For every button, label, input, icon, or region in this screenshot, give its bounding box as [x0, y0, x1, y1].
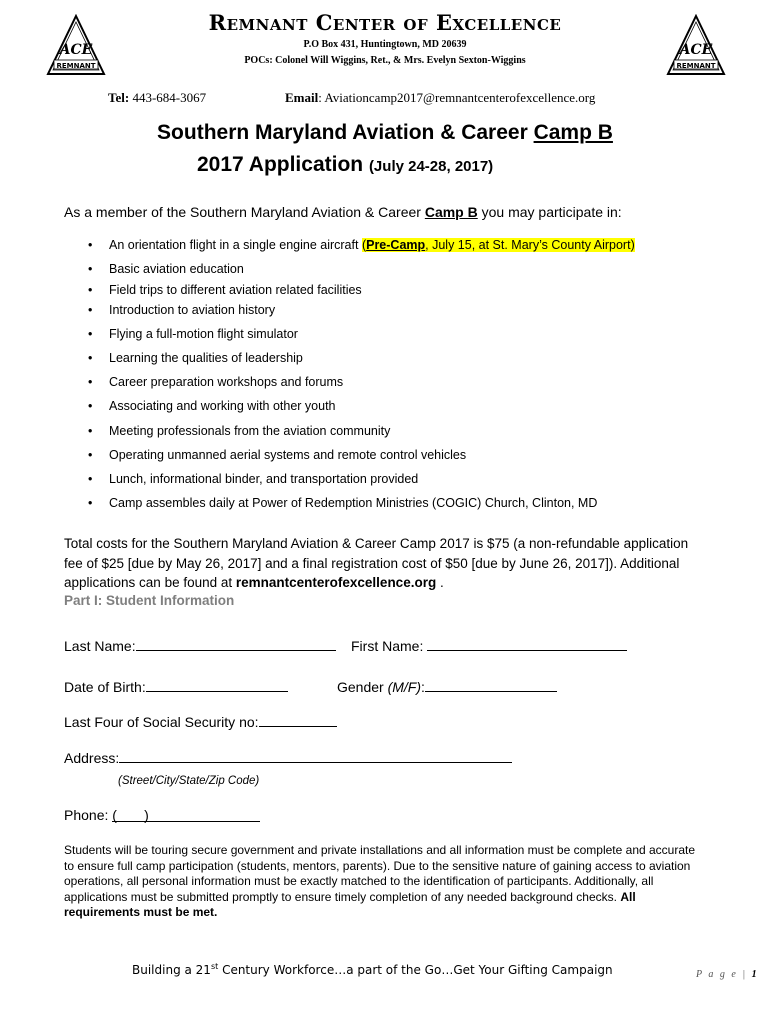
- dob-input[interactable]: [146, 677, 288, 692]
- organization-address: P.O Box 431, Huntingtown, MD 20639: [303, 39, 467, 50]
- pre-camp-highlight: (Pre-Camp, July 15, at St. Mary’s County Airport): [361, 238, 635, 252]
- email-label: Email: [285, 90, 319, 105]
- list-item: • Operating unmanned aerial systems and remote control vehicles: [88, 448, 467, 462]
- dob-label: Date of Birth:: [64, 679, 146, 695]
- camp-b-title: Camp B: [533, 121, 613, 144]
- phone-label: Phone:: [64, 807, 113, 823]
- svg-text:ACE: ACE: [59, 42, 93, 58]
- security-notice: Students will be touring secure government and private installations and all information must be complete and accurate to ensure full camp participation (students, mentors, parents). Due to the sensitive nature of gaining access to aviation operations, all personal information must be exactly matched to the identification of participants. Additionally, all applications must be submitted promptly to ensure timely completion of any needed background checks. All requirements must be met.: [64, 843, 696, 920]
- tel-value: 443-684-3067: [132, 90, 207, 105]
- email-contact: [285, 90, 595, 106]
- footer-slogan: Building a 21st Century Workforce…a part of the Go…Get Your Gifting Campaign: [132, 962, 613, 977]
- ssn-input[interactable]: [259, 712, 337, 727]
- email-value[interactable]: : Aviationcamp2017@remnantcenterofexcellence.org: [318, 90, 596, 105]
- requirements-note: All requirements must be met.: [64, 889, 636, 920]
- first-name-field: [351, 636, 627, 654]
- list-item: • An orientation flight in a single engine aircraft (Pre-Camp, July 15, at St. Mary’s County Airport): [88, 238, 635, 252]
- svg-text:REMNANT: REMNANT: [56, 62, 96, 70]
- tel-label: Tel:: [108, 90, 130, 105]
- last-name-input[interactable]: [136, 636, 336, 651]
- website-link[interactable]: remnantcenterofexcellence.org: [235, 575, 437, 590]
- phone-contact: [108, 90, 206, 106]
- svg-text:REMNANT: REMNANT: [676, 62, 716, 70]
- last-name-label: Last Name:: [64, 638, 136, 654]
- page-number: P a g e | 1: [696, 969, 759, 980]
- camp-dates: (July 24-28, 2017): [368, 158, 494, 175]
- list-item: • Learning the qualities of leadership: [88, 351, 303, 365]
- intro-text: As a member of the Southern Maryland Aviation & Career Camp B you may participate in:: [64, 204, 622, 220]
- first-name-label: First Name:: [351, 638, 428, 654]
- organization-name: Remnant Center of Excellence: [208, 10, 562, 35]
- address-label: Address:: [64, 750, 120, 766]
- costs-paragraph: Total costs for the Southern Maryland Aviation & Career Camp 2017 is $75 (a non-refundable application fee of $25 [due by May 26, 2017] and a final registration cost of $50 [due by June 26, 2017]). Additional applications can be found at remnantcenterofexcellence.org .: [64, 536, 689, 590]
- address-field: [64, 748, 512, 766]
- dob-field: [64, 677, 288, 695]
- svg-text:ACE: ACE: [679, 42, 713, 58]
- first-name-input[interactable]: [427, 636, 627, 651]
- list-item: • Basic aviation education: [88, 262, 244, 276]
- ssn-field: [64, 712, 337, 730]
- list-item: • Field trips to different aviation related facilities: [88, 283, 362, 297]
- last-name-field: [64, 636, 336, 654]
- address-input[interactable]: [119, 748, 512, 763]
- gender-field: [337, 677, 557, 695]
- list-item: • Meeting professionals from the aviation community: [88, 424, 391, 438]
- page-title: Southern Maryland Aviation & Career Camp B: [157, 121, 613, 144]
- address-hint: (Street/City/State/Zip Code): [118, 775, 260, 787]
- list-item: • Associating and working with other youth: [88, 399, 336, 413]
- gender-label: Gender (M/F):: [337, 679, 425, 695]
- section-heading: Part I: Student Information: [64, 593, 235, 608]
- organization-pocs: POCs: Colonel Will Wiggins, Ret., & Mrs. Evelyn Sexton-Wiggins: [244, 55, 526, 66]
- list-item: • Camp assembles daily at Power of Redemption Ministries (COGIC) Church, Clinton, MD: [88, 496, 598, 510]
- phone-field: [64, 807, 260, 823]
- page-subtitle: 2017 Application (July 24-28, 2017): [197, 153, 494, 176]
- phone-input[interactable]: ( ): [112, 807, 260, 822]
- ssn-label: Last Four of Social Security no:: [64, 714, 259, 730]
- gender-input[interactable]: [425, 677, 557, 692]
- list-item: • Introduction to aviation history: [88, 303, 276, 317]
- list-item: • Flying a full-motion flight simulator: [88, 327, 298, 341]
- list-item: • Career preparation workshops and forums: [88, 375, 344, 389]
- list-item: • Lunch, informational binder, and transportation provided: [88, 472, 419, 486]
